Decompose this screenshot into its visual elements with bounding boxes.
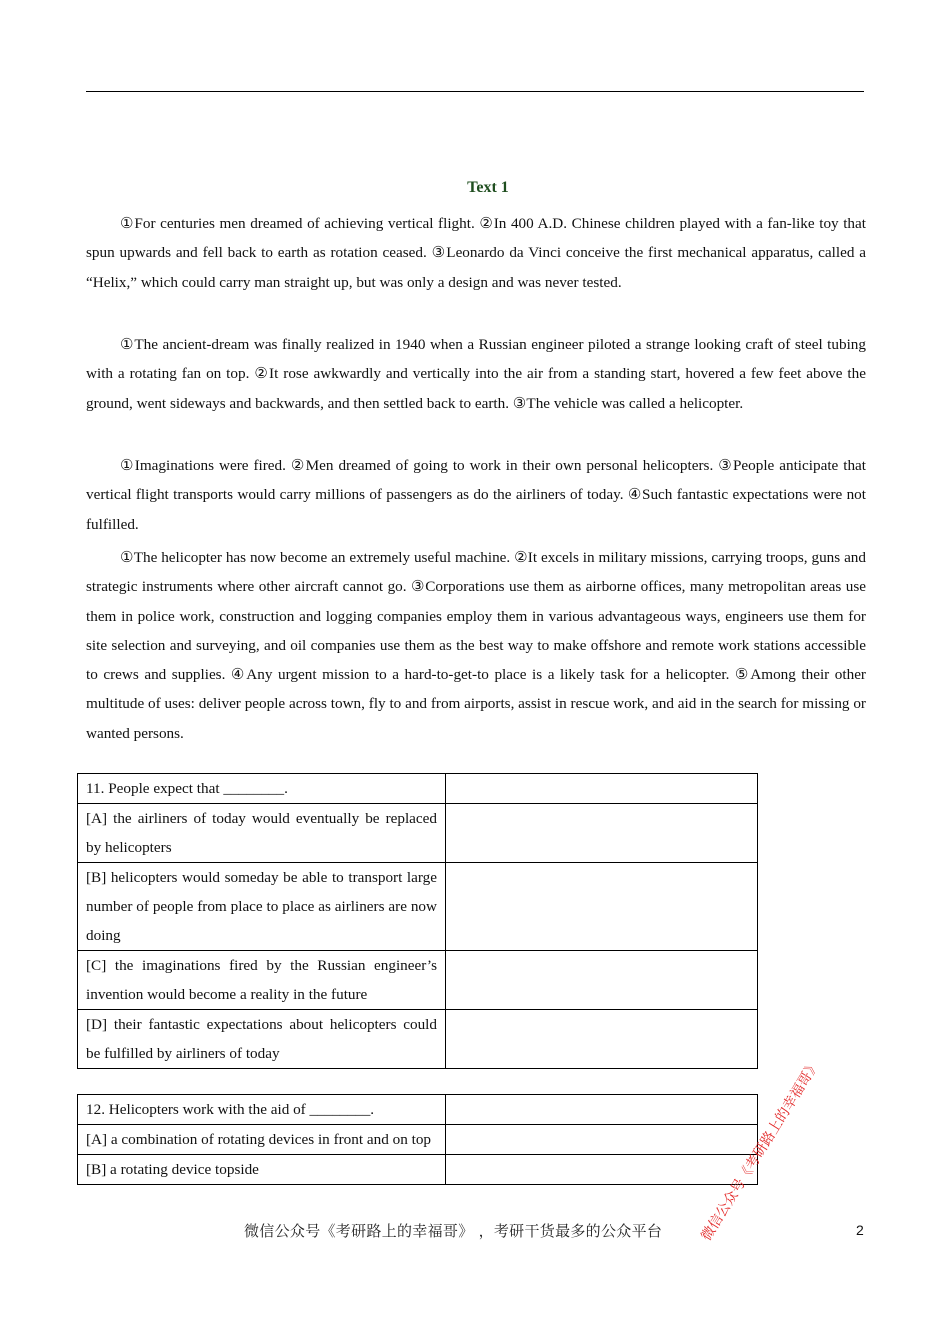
option-b: [B] a rotating device topside [78, 1155, 446, 1185]
option-row [78, 1010, 758, 1069]
answer-cell [446, 774, 758, 804]
question-11-table [77, 773, 758, 1069]
option-b: [B] helicopters would someday be able to transport large number of people from place to place as airliners are now doing [78, 863, 446, 951]
option-a: [A] a combination of rotating devices in front and on top [78, 1125, 446, 1155]
question-12-table [77, 1094, 758, 1185]
paragraph-4: ①The helicopter has now become an extremely useful machine. ②It excels in military missions, carrying troops, guns and strategic instruments where other aircraft cannot go. ③Corporations use them as airborne offices, many metropolitan areas use them in police work, construction and logging companies employ them in various advantageous ways, engineers use them for site selection and surveying, and oil companies use them as the best way to make offshore and remote work stations accessible to crews and supplies. ④Any urgent mission to a hard-to-get-to place is a likely task for a helicopter. ⑤Among their other multitude of uses: deliver people across town, fly to and from airports, assist in rescue work, and aid in the search for missing or wanted persons. [86, 549, 866, 742]
answer-cell [446, 1010, 758, 1069]
option-row [78, 951, 758, 1010]
question-stem: 11. People expect that ________. [78, 774, 446, 804]
option-a: [A] the airliners of today would eventually be replaced by helicopters [78, 804, 446, 863]
option-d: [D] their fantastic expectations about helicopters could be fulfilled by airliners of today [78, 1010, 446, 1069]
paragraph-1: ①For centuries men dreamed of achieving vertical flight. ②In 400 A.D. Chinese children played with a fan-like toy that spun upwards and fell back to earth as rotation ceased. ③Leonardo da Vinci conceive the first mechanical apparatus, called a “Helix,” which could carry man straight up, but was only a design and was never tested. [86, 215, 866, 291]
option-row [78, 863, 758, 951]
footer-text: 微信公众号《考研路上的幸福哥》 ，考研干货最多的公众平台 [244, 1222, 663, 1240]
header-rule [86, 91, 864, 92]
answer-cell [446, 1125, 758, 1155]
answer-cell [446, 951, 758, 1010]
option-row [78, 804, 758, 863]
question-stem: 12. Helicopters work with the aid of ________. [78, 1095, 446, 1125]
text-title: Text 1 [467, 179, 509, 196]
answer-cell [446, 1095, 758, 1125]
question-row [78, 774, 758, 804]
paragraph-2: ①The ancient-dream was finally realized in 1940 when a Russian engineer piloted a strange looking craft of steel tubing with a rotating fan on top. ②It rose awkwardly and vertically into the air from a standing start, hovered a few feet above the ground, went sideways and backwards, and then settled back to earth. ③The vehicle was called a helicopter. [86, 336, 866, 412]
question-row [78, 1095, 758, 1125]
answer-cell [446, 804, 758, 863]
answer-cell [446, 1155, 758, 1185]
answer-cell [446, 863, 758, 951]
option-row [78, 1155, 758, 1185]
option-row [78, 1125, 758, 1155]
page-number: 2 [856, 1222, 864, 1238]
option-c: [C] the imaginations fired by the Russian engineer’s invention would become a reality in the future [78, 951, 446, 1010]
paragraph-3: ①Imaginations were fired. ②Men dreamed of going to work in their own personal helicopters. ③People anticipate that vertical flight transports would carry millions of passengers as do the airliners of today. ④Such fantastic expectations were not fulfilled. [86, 457, 866, 533]
watermark-stamp: 微信公众号《考研路上的幸福哥》 [698, 1057, 824, 1244]
